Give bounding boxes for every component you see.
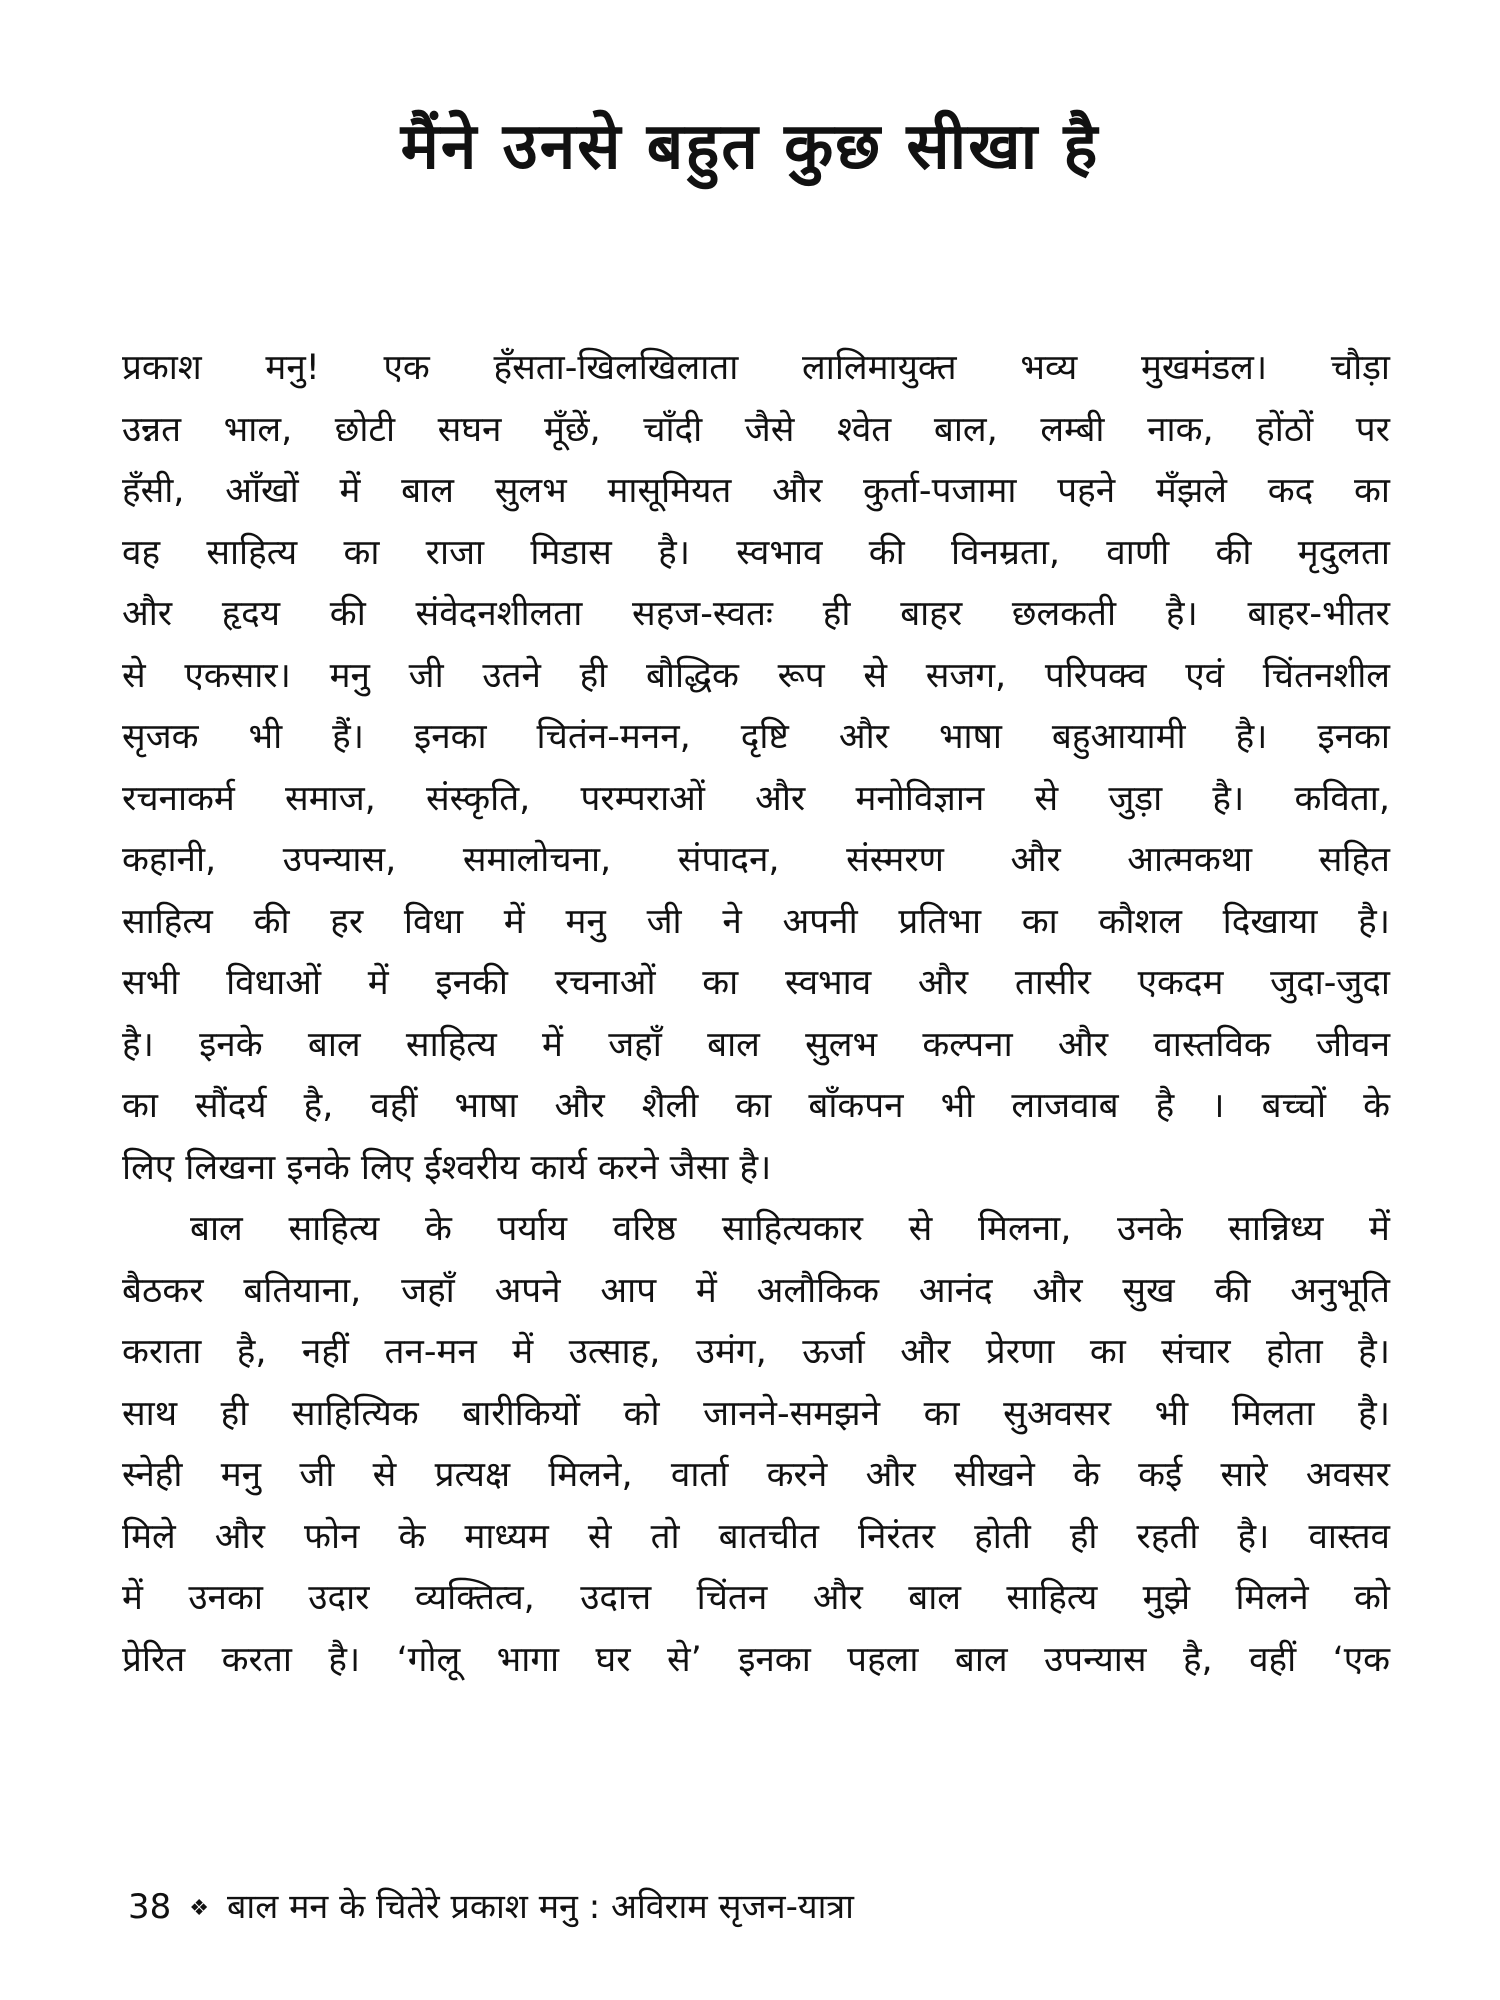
text-line: सृजक भी हैं। इनका चितंन-मनन, दृष्टि और भाषा बहुआयामी है। इनका <box>122 717 1390 757</box>
text-line: वह साहित्य का राजा मिडास है। स्वभाव की विनम्रता, वाणी की मृदुलता <box>122 532 1390 573</box>
text-line: रचनाकर्म समाज, संस्कृति, परम्पराओं और मनोविज्ञान से जुड़ा है। कविता, <box>122 778 1390 819</box>
page-number: 38 <box>128 1887 172 1927</box>
text-line: सभी विधाओं में इनकी रचनाओं का स्वभाव और तासीर एकदम जुदा-जुदा <box>122 963 1390 1003</box>
body-text <box>122 338 1390 1691</box>
text-line: साहित्य की हर विधा में मनु जी ने अपनी प्रतिभा का कौशल दिखाया है। <box>122 901 1390 942</box>
running-book-title: बाल मन के चितेरे प्रकाश मनु : अविराम सृजन-यात्रा <box>227 1887 854 1927</box>
text-line: से एकसार। मनु जी उतने ही बौद्धिक रूप से सजग, परिपक्व एवं चिंतनशील <box>122 655 1390 696</box>
text-line: उन्नत भाल, छोटी सघन मूँछें, चाँदी जैसे श्वेत बाल, लम्बी नाक, होंठों पर <box>122 409 1390 450</box>
text-line: स्नेही मनु जी से प्रत्यक्ष मिलने, वार्ता करने और सीखने के कई सारे अवसर <box>122 1455 1390 1495</box>
text-line: प्रेरित करता है। ‘गोलू भागा घर से’ इनका पहला बाल उपन्यास है, वहीं ‘एक <box>122 1639 1390 1680</box>
text-line: हँसी, आँखों में बाल सुलभ मासूमियत और कुर्ता-पजामा पहने मँझले कद का <box>122 471 1390 511</box>
diamond-bullet-icon: ❖ <box>189 1896 209 1921</box>
text-line: कराता है, नहीं तन-मन में उत्साह, उमंग, ऊर्जा और प्रेरणा का संचार होता है। <box>122 1332 1390 1372</box>
text-line: है। इनके बाल साहित्य में जहाँ बाल सुलभ कल्पना और वास्तविक जीवन <box>122 1024 1390 1065</box>
paragraph-1 <box>122 338 1390 1199</box>
text-line: लिए लिखना इनके लिए ईश्वरीय कार्य करने जैसा है। <box>122 1147 772 1188</box>
text-line: का सौंदर्य है, वहीं भाषा और शैली का बाँकपन भी लाजवाब है । बच्चों के <box>122 1086 1390 1126</box>
text-line: मिले और फोन के माध्यम से तो बातचीत निरंतर होती ही रहती है। वास्तव <box>122 1516 1390 1557</box>
text-line: कहानी, उपन्यास, समालोचना, संपादन, संस्मरण और आत्मकथा सहित <box>122 840 1390 880</box>
paragraph-2 <box>122 1199 1390 1691</box>
text-line: में उनका उदार व्यक्तित्व, उदात्त चिंतन और बाल साहित्य मुझे मिलने को <box>122 1578 1390 1618</box>
text-line: बैठकर बतियाना, जहाँ अपने आप में अलौकिक आनंद और सुख की अनुभूति <box>122 1270 1390 1311</box>
page-title: मैंने उनसे बहुत कुछ सीखा है <box>400 110 1100 184</box>
text-line: प्रकाश मनु! एक हँसता-खिलखिलाता लालिमायुक्त भव्य मुखमंडल। चौड़ा <box>122 348 1390 388</box>
page-footer <box>128 1882 854 1928</box>
text-line: और हृदय की संवेदनशीलता सहज-स्वतः ही बाहर छलकती है। बाहर-भीतर <box>122 594 1390 634</box>
text-line: बाल साहित्य के पर्याय वरिष्ठ साहित्यकार से मिलना, उनके सान्निध्य में <box>190 1209 1390 1249</box>
text-line: साथ ही साहित्यिक बारीकियों को जानने-समझने का सुअवसर भी मिलता है। <box>122 1393 1390 1434</box>
